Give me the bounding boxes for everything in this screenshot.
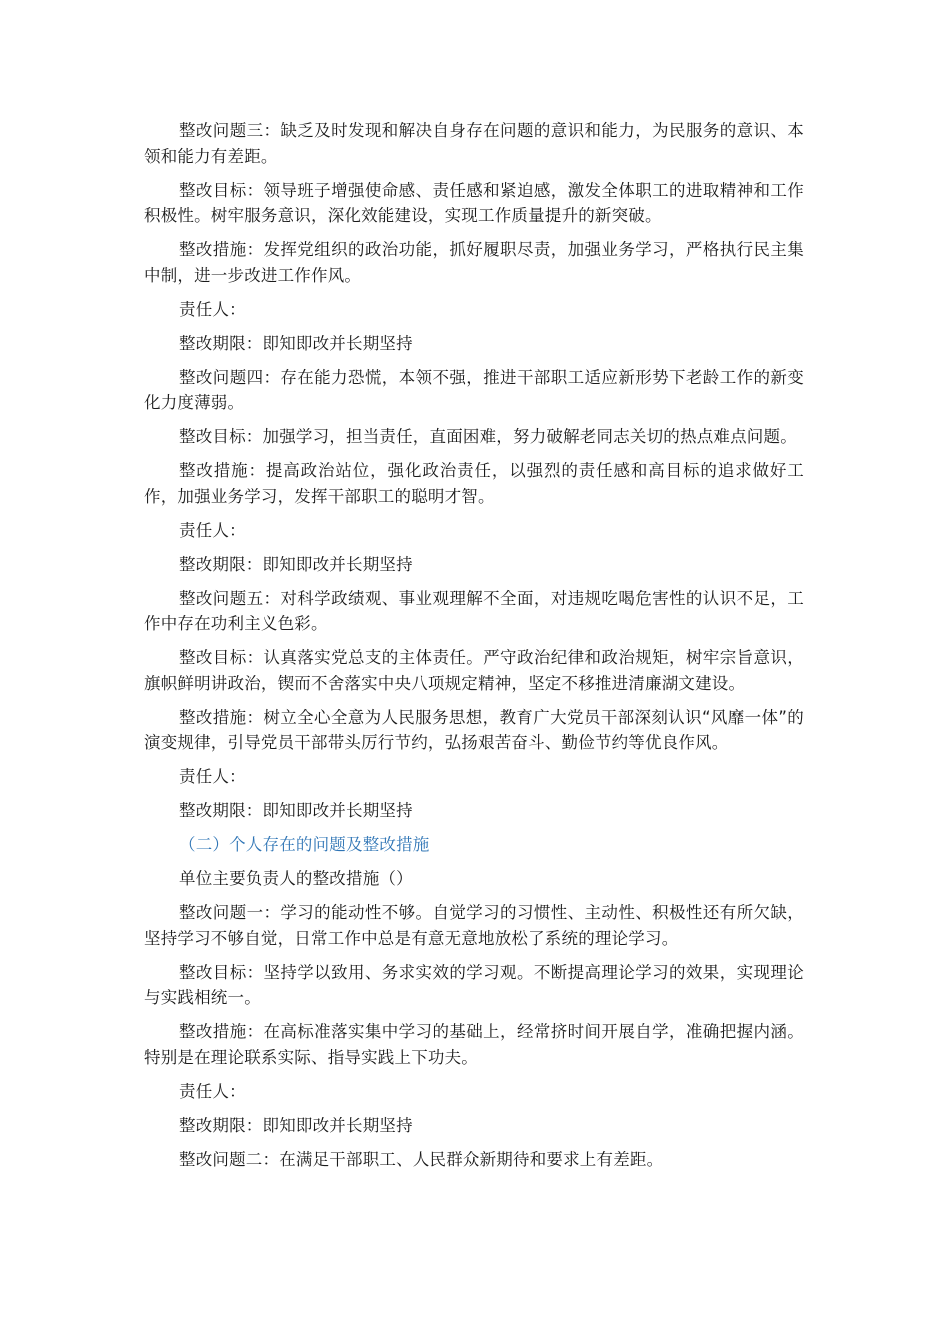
section-heading: （二）个人存在的问题及整改措施 [179,835,430,854]
paragraph: 整改措施：发挥党组织的政治功能，抓好履职尽责，加强业务学习，严格执行民主集中制，进一步改进工作作风。 [144,240,804,285]
paragraph: 整改问题三：缺乏及时发现和解决自身存在问题的意识和能力，为民服务的意识、本领和能力有差距。 [144,121,804,166]
paragraph: 整改目标：加强学习，担当责任，直面困难，努力破解老同志关切的热点难点问题。 [179,427,797,446]
paragraph: 整改目标：坚持学以致用、务求实效的学习观。不断提高理论学习的效果，实现理论与实践相统一。 [144,962,804,1007]
paragraph: 整改目标：认真落实党总支的主体责任。严守政治纪律和政治规矩，树牢宗旨意识，旗帜鲜明讲政治，锲而不舍落实中央八项规定精神，坚定不移推进清廉湖文建设。 [144,648,804,693]
paragraph: 整改问题二：在满足干部职工、人民群众新期待和要求上有差距。 [179,1149,664,1169]
paragraph: 整改期限：即知即改并长期坚持 [179,333,413,353]
paragraph: 整改措施：树立全心全意为人民服务思想，教育广大党员干部深刻认识“风靡一体”的演变规律，引导党员干部带头厉行节约，弘扬艰苦奋斗、勤俭节约等优良作风。 [144,707,804,752]
paragraph: 整改问题五：对科学政绩观、事业观理解不全面，对违规吃喝危害性的认识不足，工作中存在功利主义色彩。 [144,588,804,633]
paragraph: 责任人： [179,299,246,319]
paragraph: 整改目标：领导班子增强使命感、责任感和紧迫感，激发全体职工的进取精神和工作积极性。树牢服务意识，深化效能建设，实现工作质量提升的新突破。 [144,180,804,225]
paragraph: 单位主要负责人的整改措施（） [179,869,413,888]
paragraph: 责任人： [179,767,246,786]
paragraph: 整改措施：提高政治站位，强化政治责任，以强烈的责任感和高目标的追求做好工作，加强业务学习，发挥干部职工的聪明才智。 [144,461,804,506]
paragraph: 整改措施：在高标准落实集中学习的基础上，经常挤时间开展自学，准确把握内涵。特别是在理论联系实际、指导实践上下功夫。 [144,1022,804,1067]
paragraph: 责任人： [179,520,246,540]
paragraph: 整改期限：即知即改并长期坚持 [179,1115,413,1135]
document-body [144,118,804,1181]
paragraph: 责任人： [179,1081,246,1101]
paragraph: 整改期限：即知即改并长期坚持 [179,554,413,574]
paragraph: 整改期限：即知即改并长期坚持 [179,801,413,820]
paragraph: 整改问题四：存在能力恐慌，本领不强，推进干部职工适应新形势下老龄工作的新变化力度薄弱。 [144,367,804,412]
paragraph: 整改问题一：学习的能动性不够。自觉学习的习惯性、主动性、积极性还有所欠缺，坚持学习不够自觉，日常工作中总是有意无意地放松了系统的理论学习。 [144,903,804,948]
